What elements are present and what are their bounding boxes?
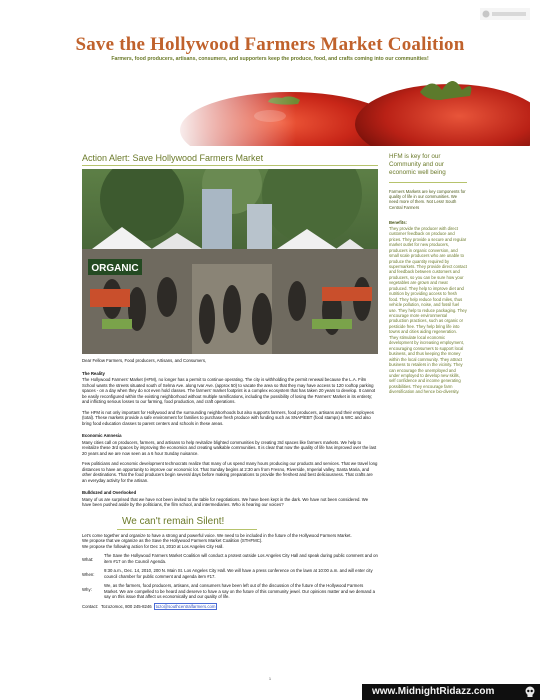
detail-row-when: [82, 568, 378, 579]
silent-paragraph-3: We propose the following action for Dec 14, 2010 at Los Angeles City Hall.: [82, 543, 224, 549]
silent-divider: [117, 529, 257, 530]
coalition-tagline: Farmers, food producers, artisans, consumers, and supporters keep the produce, food, and crafts coming into our communities!: [111, 56, 429, 62]
detail-row-why: [82, 583, 378, 600]
detail-label: When:: [82, 572, 95, 577]
contact-label: Contact:: [82, 603, 99, 609]
sidebar-divider: [389, 182, 467, 183]
action-alert-title: Action Alert: Save Hollywood Farmers Market: [82, 153, 264, 163]
amnesia-paragraph-1: Many cities call on producers, farmers, and artisans to help revitalize blighted communities by creating 3rd spaces like farmers markets. We help to revitalize these 3rd spaces by improving the economics and creating walkable communities. It is clear that now the quality of life has improved over the last 20 years and we are now seen as a 6 hour Sunday nuisance.: [82, 439, 377, 456]
action-details: [82, 553, 378, 600]
detail-value: We, as the farmers, food producers, artisans, and consumers have been left out of the discussion of the future of the Hollywood Farmers Market. We are compelled to be heard and deserve to have a say on the future of this community jewel. Our opinions matter and we demand a say on this issue that affect us economically and our quality of life.: [104, 583, 376, 599]
title-divider: [82, 165, 378, 166]
site-watermark: [362, 684, 540, 700]
benefits-heading: Benefits:: [389, 220, 407, 226]
contact-row: [82, 603, 378, 611]
skull-icon: [524, 686, 536, 698]
section-heading-amnesia: Economic Amnesia: [82, 433, 122, 438]
bulldozed-paragraph-1: Many of us are surprised that we have not been invited to the table for negotiations. We have been kept in the dark. We have not been considered. We have been pushed aside by the politicians, the film school, and intermediaries. Who is hearing our voices?: [82, 496, 369, 507]
salutation: Dear Fellow Farmers, Food producers, Artisans, and Consumers,: [82, 358, 207, 363]
section-heading-bulldozed: Bulldozed and Overlooked: [82, 490, 137, 495]
coalition-title: Save the Hollywood Farmers Market Coalition: [75, 34, 465, 55]
sidebar-intro: Farmers Markets are key components for quality of life in our communities. We need more of them. Not Less! South Central Farmers: [389, 188, 466, 210]
organic-sign-text: ORGANIC: [91, 263, 139, 274]
silent-heading: We can't remain Silent!: [122, 515, 225, 527]
section-heading-reality: The Reality: [82, 370, 105, 376]
reality-paragraph-1: The Hollywood Farmers' Market (HFM), no longer has a permit to continue operating. The city is withholding the permit renewal because the L.A. Film School wants the streets situated south of Selma Ave. along Ivar Ave. (approx 50) to vacate the area so that they may have access to 120 rooftop parking spaces - on a day when they do not even hold classes. The farmers' market footprint is a complex ecosystem that has taken 20 years to develop. It cannot be easily reconfigured within the existing neighborhood without multiple ramifications, including the possibility of losing the Farmers' Market in its entirety; and inflicting serious losses to our farming, food production, and craft operations.: [82, 377, 376, 404]
watermark-text: www.MidnightRidazz.com: [372, 686, 495, 697]
header-logo-mark: [480, 8, 530, 20]
detail-value: The Save the Hollywood Farmers Market Coalition will conduct a protest outside Los Angeles City Hall and speak during public comment and on item #17 on the Council Agenda.: [104, 553, 378, 564]
page-header: [0, 0, 540, 150]
detail-label: Why:: [82, 587, 92, 592]
sidebar-lead: HFM is key for our Community and our economic well being: [389, 153, 446, 177]
contact-email-link[interactable]: tozo@southcentralfarmers.com: [155, 603, 216, 609]
market-photo: [82, 169, 378, 354]
reality-paragraph-2: The HFM is not only important for Hollywood and the surrounding neighborhoods but also supports farmers, food producers, artisans and their employees (total). These markets provide a safe environment for families to purchase fresh produce with funding such as SNAP/EBT (food stamps) & WIC and also bring food education classes to parent centers and schools in these areas.: [82, 409, 374, 426]
page-number: 1: [268, 676, 272, 681]
detail-row-what: [82, 553, 378, 564]
contact-text: Tozozomoc, 800 245-8246: [101, 603, 152, 609]
detail-label: What:: [82, 557, 94, 562]
tomato-banner-image: [170, 66, 530, 146]
silent-paragraph-1: Let's come together and organize to have a strong and powerful voice. We need to be included in the future of the Hollywood Farmers Market.: [82, 532, 352, 538]
benefits-sidebar: [389, 150, 467, 395]
benefits-list: They provide the producer with direct customer feedback on produce and prices. They provide a secure and regular market outlet for new producers, producers in organic conversion, and small scale producers who are unable to produce the quantity required by supermarkets. They provide direct contact and feedback between customers and producers, so you can be sure how your vegetables are grown and meat produced. They help to improve diet and nutrition by providing access to fresh food. They help reduce food miles, thus vehicle pollution, noise, and fossil fuel use. They help to reduce packaging. They encourage more environmental production practices, such as organic or pesticide free. They help bring life into towns and cities aiding regeneration. They stimulate local economic development by increasing employment, encouraging consumers to support local business, and thus keeping the money within the local community. They attract business to retailers in the vicinity. They can encourage the unemployed and under employed to develop new skills, self confidence and income generating possibilities. They encourage farm diversification and hence bio-diversity.: [389, 225, 467, 395]
amnesia-paragraph-2: Few politicians and economic development technocrats realize that many of us spend many hours producing our products and services. That we travel long distances to have an opportunity to improve our economic lot. That Sunday begins at 2:30 am from Fresno, Riverside, Imperial valley, Santa Maria, and other destinations. That the food producers begin several days before making preparations to provide the freshest and best deliciousness. That crafts are an everyday activity for the artisan.: [82, 461, 378, 483]
main-column: [82, 150, 378, 610]
silent-paragraph-2: We propose that we organize as the Save the Hollywood Farmers Market Coalition (STHFMC).: [82, 538, 263, 543]
detail-value: 9:30 a.m., Dec. 14, 2010, 200 N. Main St. Los Angeles City Hall. We will have a press conference on the lawn at 10:00 a.m. and will enter city council chamber for public comment and agenda item #17.: [104, 568, 373, 579]
